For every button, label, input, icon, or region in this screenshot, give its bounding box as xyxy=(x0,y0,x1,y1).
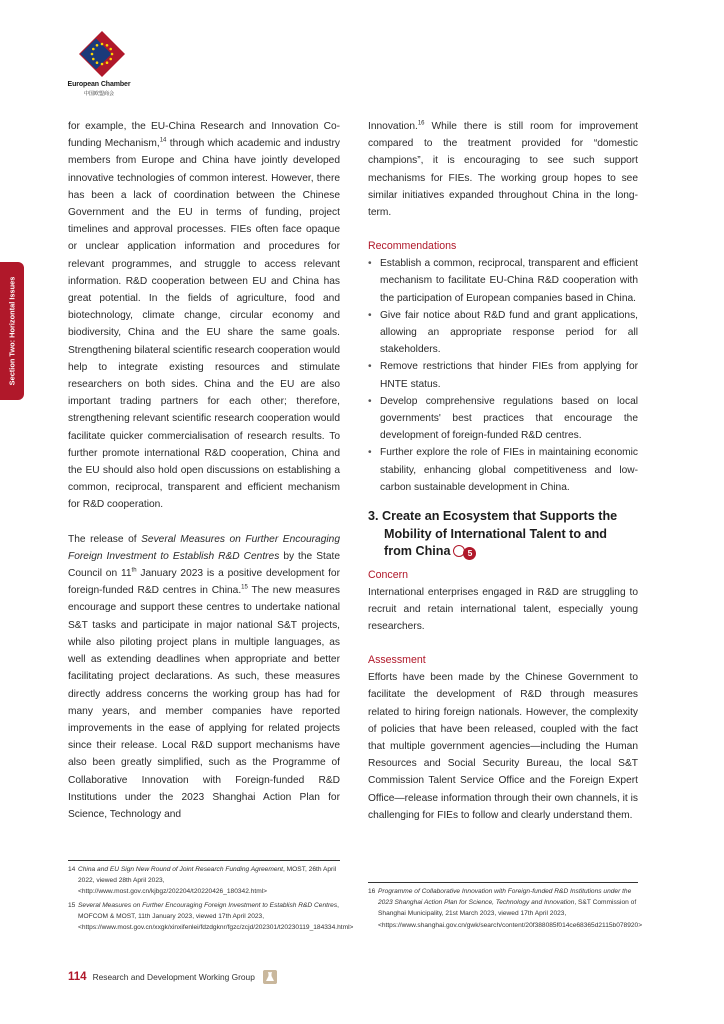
footnote-rule-left xyxy=(68,860,340,861)
right-column xyxy=(368,118,638,841)
footer-working-group: Research and Development Working Group xyxy=(92,972,255,982)
right-paragraph-1: Innovation.$^{16}$ While there is still room for improvement compared to the treatment provided for “domestic champions”, it is encouraging to see such support mechanisms for FIEs. The working group hopes to see similar initiatives expanded throughout China in the long-term. xyxy=(368,120,638,219)
recommendation-item: • Establish a common, reciprocal, transparent and efficient mechanism to facilitate EU-China R&D cooperation with the participation of European companies based in China. xyxy=(368,255,638,307)
recommendation-item: • Develop comprehensive regulations based on local governments' best practices that encourage the development of foreign-funded R&D centres. xyxy=(368,393,638,445)
recommendation-item: • Remove restrictions that hinder FIEs from applying for HNTE status. xyxy=(368,358,638,392)
logo-name: European Chamber xyxy=(67,81,131,88)
footnote-14: 14 China and EU Sign New Round of Joint Research Funding Agreement, MOST, 26th April 2022, viewed 28th April 2023, <http://www.most.gov.cn/kjbgz/202204/t20220426_180342.html> xyxy=(68,866,337,896)
page-footer xyxy=(68,970,277,984)
footnotes-left xyxy=(68,864,354,935)
footnotes-right xyxy=(368,886,643,933)
logo-subtitle: 中国欧盟商会 xyxy=(83,91,114,97)
european-chamber-logo-icon xyxy=(78,30,126,78)
european-chamber-logo xyxy=(66,30,132,100)
section-side-tab xyxy=(0,262,24,400)
recommendation-item: • Give fair notice about R&D fund and grant applications, allowing an appropriate response period for all stakeholders. xyxy=(368,307,638,359)
flask-icon xyxy=(263,970,277,984)
left-column xyxy=(68,118,340,840)
left-paragraph-2: The release of Several Measures on Further Encouraging Foreign Investment to Establish R&D Centres by the State Council on 11th January 2023 is a positive development for foreign-funded R&D centres in China.$^{15}$ The new measures encourage and support these centres to undertake national S&T tasks and participate in major national S&T projects, while also piloting project plans in multiple languages, as well as extending deadlines when appropriate and better facilitating project declarations. As such, these measures directly address concerns the working group has had for many years, and member companies have reported improvements in the ease of applying for related projects since their release. Local R&D support mechanisms have also been greatly simplified, such as the Programme of Collaborative Innovation with Foreign-funded R&D Institutions under the 2023 Shanghai Action Plan for Science, Technology and xyxy=(68,533,340,820)
concern-heading: Concern xyxy=(368,568,409,581)
footnote-15: 15 Several Measures on Further Encouraging Foreign Investment to Establish R&D Centres, MOFCOM & MOST, 11th January 2023, viewed 17th April 2023, <https://www.most.gov.cn/xxgk/xinxifenlei/fdzdgknr/fgzc/zcjd/202301/t20230119_184334.html> xyxy=(68,901,354,932)
section-side-tab-label: Section Two: Horizontal Issues xyxy=(7,276,17,386)
footnote-rule-right xyxy=(368,882,638,883)
left-paragraph-1: for example, the EU-China Research and Innovation Co-funding Mechanism,$^{14}$ through which academic and industry members from Europe and China have jointly developed innovative technologies of common interest. However, there has been a lack of coordination between the Chinese Government and the EU in terms of funding, project timelines and approval processes. FIEs often face opaque or unclear application information and procedures for relevant programmes, and struggle to access relevant information. R&D cooperation between EU and China has great potential. In the fields of agriculture, food and biotechnology, climate change, circular economy and biodiversity, China and the EU share the same goals. Strengthening bilateral scientific research cooperation would help to integrate existing resources and stimulate researchers on both sides. China and the EU are also important trading partners for each other; therefore, strengthening relevant scientific research cooperation would facilitate quicker commercialisation of research results. To further promote international R&D cooperation, China and the EU should also hold open discussions on establishing a common, reciprocal, transparent and efficient mechanism for R&D cooperation. xyxy=(68,121,341,511)
page-number: 114 xyxy=(68,971,87,983)
section-badge-number: 5 xyxy=(463,547,476,560)
concern-text: International enterprises engaged in R&D are struggling to recruit and retain international talent, especially young researchers. xyxy=(368,586,638,632)
recommendations-list xyxy=(368,255,638,496)
section-3-title: 3. Create an Ecosystem that Supports the Mobility of International Talent to and from China 5 xyxy=(368,509,618,559)
assessment-heading: Assessment xyxy=(368,654,426,667)
recommendation-item: • Further explore the role of FIEs in maintaining economic stability, enhancing global competitiveness and low-carbon sustainable development in China. xyxy=(368,444,638,496)
footnote-16: 16 Programme of Collaborative Innovation with Foreign-funded R&D Institutions under the 2023 Shanghai Action Plan for Science, Technology and Innovation, S&T Commission of Shanghai Municipality, 21st March 2023, viewed 17th April 2023, <https://www.shanghai.gov.cn/gwk/search/content/20f388085f014ce68365d2115b078920> xyxy=(368,888,643,929)
assessment-text: Efforts have been made by the Chinese Government to facilitate the development of R&D through measures related to hiring foreign nationals. However, the complexity of policies that have been released, coupled with the fact that multiple government agencies—including the Human Resources and Social Security Bureau, the local S&T Commission Talent Service Office and the Foreign Expert Office—release information through their own channels, it is challenging for FIEs to follow and clearly understand them. xyxy=(368,672,638,821)
recommendations-heading: Recommendations xyxy=(368,240,457,253)
